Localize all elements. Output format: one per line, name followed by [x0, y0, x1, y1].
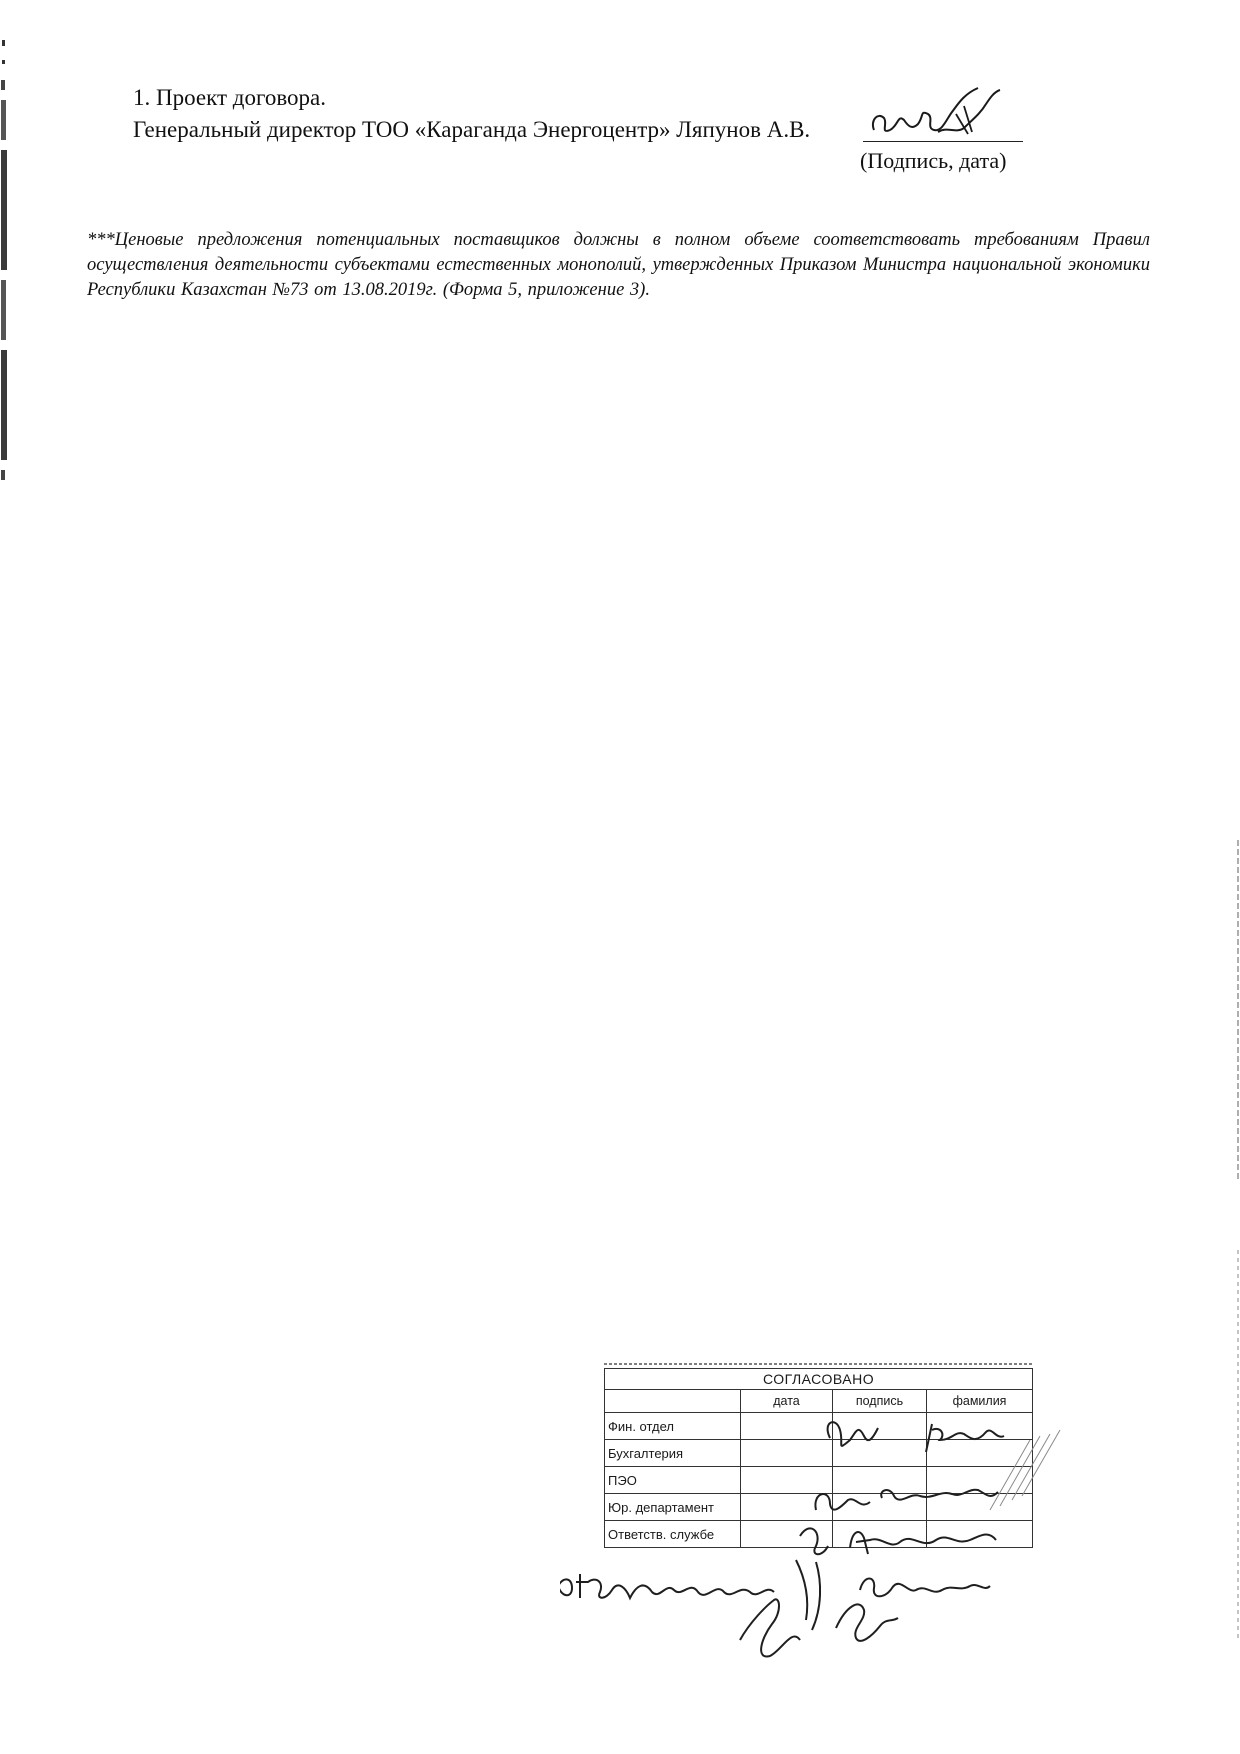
stamp-title: СОГЛАСОВАНО: [605, 1369, 1033, 1390]
stamp-row: [605, 1494, 1033, 1521]
stamp-row: [605, 1440, 1033, 1467]
stamp-dept-responsible: Ответств. службе: [605, 1521, 741, 1548]
stamp-header-signature: подпись: [833, 1390, 927, 1413]
attachment-item: 1. Проект договора.: [133, 85, 326, 110]
stamp-row: [605, 1521, 1033, 1548]
stamp-row: [605, 1467, 1033, 1494]
stamp-dept-accounting: Бухгалтерия: [605, 1440, 741, 1467]
stamp-dept-legal: Юр. департамент: [605, 1494, 741, 1521]
director-line: Генеральный директор ТОО «Караганда Энергоцентр» Ляпунов А.В.: [133, 117, 811, 142]
stamp-header-surname: фамилия: [927, 1390, 1033, 1413]
stamp-header-blank: [605, 1390, 741, 1413]
stamp-row: [605, 1413, 1033, 1440]
stamp-header-date: дата: [741, 1390, 833, 1413]
approval-table: [604, 1368, 1033, 1548]
stamp-header-row: [605, 1390, 1033, 1413]
stamp-top-border: [604, 1362, 1032, 1366]
stamp-dept-peo: ПЭО: [605, 1467, 741, 1494]
stamp-dept-finance: Фин. отдел: [605, 1413, 741, 1440]
scan-edge-marks-right: [1224, 780, 1240, 1680]
footnote: ***Ценовые предложения потенциальных поставщиков должны в полном объеме соответствовать требованиям Правил осуществления деятельности субъектами естественных монополий, утвержденных Приказом Министра национальной экономики Республики Казахстан №73 от 13.08.2019г. (Форма 5, приложение 3).: [87, 230, 1150, 300]
director-signature: [868, 84, 1018, 146]
signature-caption: (Подпись, дата): [860, 148, 1007, 173]
scan-edge-marks: [0, 0, 16, 520]
